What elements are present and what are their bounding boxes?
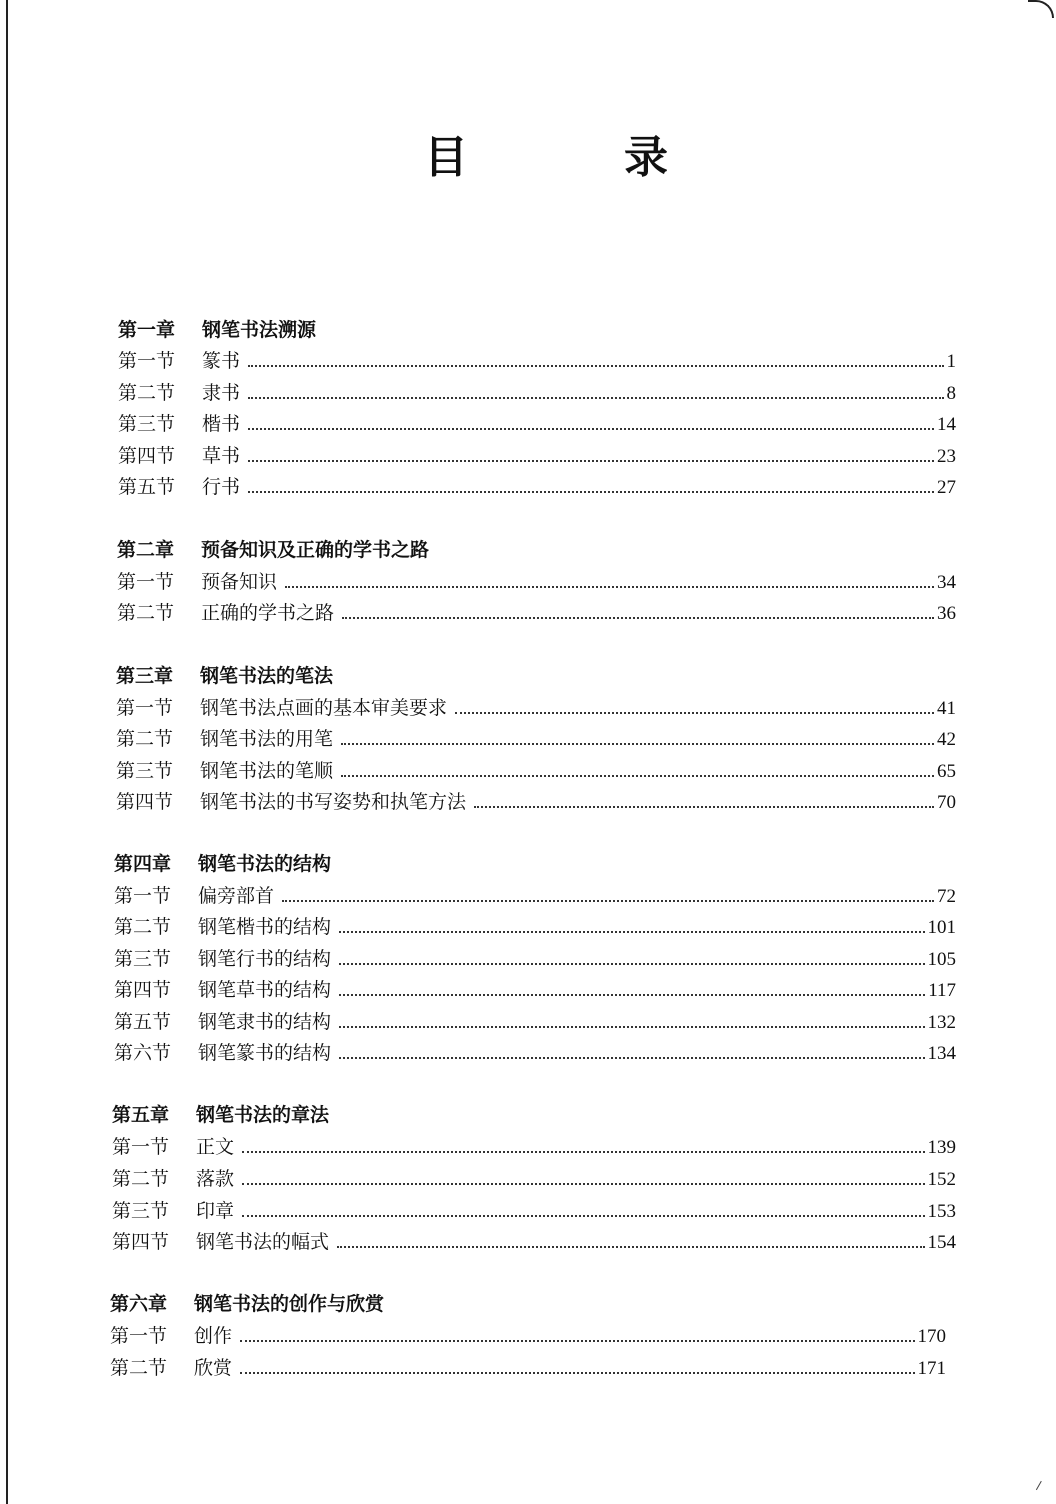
toc-entry[interactable] bbox=[114, 1008, 956, 1036]
page-number: 1 bbox=[946, 351, 956, 372]
page-number: 152 bbox=[927, 1169, 956, 1190]
page-number: 14 bbox=[937, 414, 956, 435]
page-number: 34 bbox=[937, 572, 956, 593]
toc-entry[interactable] bbox=[112, 1133, 956, 1161]
page-number: 23 bbox=[937, 446, 956, 467]
chapter-heading[interactable] bbox=[114, 850, 331, 878]
chapter-title: 钢笔书法的笔法 bbox=[200, 665, 334, 687]
dot-leader bbox=[248, 410, 936, 438]
page-number: 134 bbox=[927, 1043, 956, 1064]
page-number: 117 bbox=[928, 980, 956, 1001]
dot-leader bbox=[341, 757, 936, 785]
dot-leader bbox=[248, 442, 936, 470]
toc-entry[interactable] bbox=[114, 882, 956, 910]
chapter-number: 第一章 bbox=[118, 319, 176, 341]
page-number: 27 bbox=[937, 477, 956, 498]
corner-mark bbox=[1027, 1476, 1042, 1490]
corner-mark bbox=[1028, 0, 1054, 18]
section-number: 第五节 bbox=[114, 1011, 172, 1033]
section-number: 第三节 bbox=[116, 760, 174, 782]
toc-entry[interactable] bbox=[112, 1165, 956, 1193]
section-title: 草书 bbox=[202, 445, 241, 467]
section-number: 第四节 bbox=[112, 1231, 170, 1253]
dot-leader bbox=[339, 913, 926, 941]
page-number: 101 bbox=[927, 917, 956, 938]
section-number: 第四节 bbox=[114, 979, 172, 1001]
section-number: 第四节 bbox=[118, 445, 176, 467]
toc-entry[interactable] bbox=[112, 1197, 956, 1225]
section-number: 第一节 bbox=[112, 1136, 170, 1158]
section-title: 钢笔篆书的结构 bbox=[198, 1042, 332, 1064]
page-edge bbox=[6, 0, 8, 1504]
dot-leader bbox=[339, 1008, 926, 1036]
toc-entry[interactable] bbox=[116, 757, 956, 785]
chapter-number: 第二章 bbox=[117, 539, 175, 561]
toc-entry[interactable] bbox=[116, 788, 956, 816]
toc-entry[interactable] bbox=[114, 945, 956, 973]
section-number: 第二节 bbox=[112, 1168, 170, 1190]
dot-leader bbox=[342, 599, 936, 627]
section-title: 钢笔书法的用笔 bbox=[200, 728, 334, 750]
section-title: 正确的学书之路 bbox=[201, 602, 335, 624]
toc-entry[interactable] bbox=[110, 1322, 946, 1350]
dot-leader bbox=[240, 1322, 916, 1350]
chapter-number: 第六章 bbox=[110, 1293, 168, 1315]
section-number: 第一节 bbox=[114, 885, 172, 907]
page-number: 41 bbox=[937, 698, 956, 719]
page-number: 132 bbox=[927, 1012, 956, 1033]
section-number: 第二节 bbox=[116, 728, 174, 750]
section-title: 钢笔草书的结构 bbox=[198, 979, 332, 1001]
section-title: 钢笔楷书的结构 bbox=[198, 916, 332, 938]
section-number: 第六节 bbox=[114, 1042, 172, 1064]
dot-leader bbox=[240, 1354, 916, 1382]
section-number: 第二节 bbox=[117, 602, 175, 624]
dot-leader bbox=[339, 976, 927, 1004]
toc-entry[interactable] bbox=[116, 725, 956, 753]
toc-entry[interactable] bbox=[117, 568, 956, 596]
dot-leader bbox=[248, 347, 945, 375]
chapter-number: 第五章 bbox=[112, 1104, 170, 1126]
section-number: 第四节 bbox=[116, 791, 174, 813]
page-number: 170 bbox=[917, 1326, 946, 1347]
page-number: 105 bbox=[927, 949, 956, 970]
dot-leader bbox=[282, 882, 936, 910]
toc-entry[interactable] bbox=[116, 694, 956, 722]
page-number: 36 bbox=[937, 603, 956, 624]
section-title: 正文 bbox=[196, 1136, 235, 1158]
section-title: 欣赏 bbox=[194, 1357, 233, 1379]
chapter-number: 第三章 bbox=[116, 665, 174, 687]
chapter-heading[interactable] bbox=[110, 1290, 384, 1318]
page-number: 70 bbox=[937, 792, 956, 813]
dot-leader bbox=[339, 945, 926, 973]
section-number: 第一节 bbox=[116, 697, 174, 719]
toc-entry[interactable] bbox=[114, 976, 956, 1004]
section-number: 第三节 bbox=[118, 413, 176, 435]
section-number: 第三节 bbox=[114, 948, 172, 970]
section-title: 楷书 bbox=[202, 413, 241, 435]
chapter-title: 钢笔书法溯源 bbox=[202, 319, 317, 341]
chapter-heading[interactable] bbox=[118, 316, 316, 344]
toc-entry[interactable] bbox=[112, 1228, 956, 1256]
section-title: 钢笔书法的幅式 bbox=[196, 1231, 330, 1253]
section-title: 钢笔行书的结构 bbox=[198, 948, 332, 970]
chapter-heading[interactable] bbox=[112, 1101, 329, 1129]
chapter-title: 钢笔书法的创作与欣赏 bbox=[194, 1293, 385, 1315]
section-number: 第二节 bbox=[110, 1357, 168, 1379]
section-title: 偏旁部首 bbox=[198, 885, 275, 907]
toc-entry[interactable] bbox=[114, 1039, 956, 1067]
section-title: 行书 bbox=[202, 476, 241, 498]
dot-leader bbox=[248, 473, 936, 501]
toc-entry[interactable] bbox=[118, 473, 956, 501]
page-title bbox=[0, 128, 1056, 188]
toc-entry[interactable] bbox=[118, 410, 956, 438]
dot-leader bbox=[248, 379, 945, 407]
page-number: 42 bbox=[937, 729, 956, 750]
page-title-char: 录 bbox=[624, 132, 668, 183]
section-title: 预备知识 bbox=[201, 571, 278, 593]
section-title: 篆书 bbox=[202, 350, 241, 372]
page-number: 139 bbox=[927, 1137, 956, 1158]
dot-leader bbox=[337, 1228, 926, 1256]
section-title: 钢笔书法的书写姿势和执笔方法 bbox=[200, 791, 467, 813]
toc-entry[interactable] bbox=[118, 442, 956, 470]
page-number: 171 bbox=[917, 1358, 946, 1379]
page-number: 153 bbox=[927, 1201, 956, 1222]
section-number: 第一节 bbox=[118, 350, 176, 372]
toc-entry[interactable] bbox=[118, 379, 956, 407]
section-number: 第五节 bbox=[118, 476, 176, 498]
dot-leader bbox=[242, 1197, 926, 1225]
chapter-heading[interactable] bbox=[117, 536, 429, 564]
section-number: 第三节 bbox=[112, 1200, 170, 1222]
page-number: 8 bbox=[946, 383, 956, 404]
dot-leader bbox=[455, 694, 936, 722]
page-number: 72 bbox=[937, 886, 956, 907]
chapter-title: 预备知识及正确的学书之路 bbox=[201, 539, 430, 561]
chapter-title: 钢笔书法的结构 bbox=[198, 853, 332, 875]
section-title: 钢笔隶书的结构 bbox=[198, 1011, 332, 1033]
dot-leader bbox=[339, 1039, 926, 1067]
section-title: 落款 bbox=[196, 1168, 235, 1190]
section-title: 钢笔书法的笔顺 bbox=[200, 760, 334, 782]
page-number: 65 bbox=[937, 761, 956, 782]
dot-leader bbox=[341, 725, 936, 753]
toc-entry[interactable] bbox=[114, 913, 956, 941]
chapter-title: 钢笔书法的章法 bbox=[196, 1104, 330, 1126]
page-number: 154 bbox=[927, 1232, 956, 1253]
toc-entry[interactable] bbox=[110, 1354, 946, 1382]
toc-entry[interactable] bbox=[118, 347, 956, 375]
dot-leader bbox=[242, 1133, 926, 1161]
section-title: 创作 bbox=[194, 1325, 233, 1347]
dot-leader bbox=[474, 788, 936, 816]
section-number: 第二节 bbox=[118, 382, 176, 404]
section-title: 印章 bbox=[196, 1200, 235, 1222]
dot-leader bbox=[285, 568, 936, 596]
section-number: 第一节 bbox=[117, 571, 175, 593]
section-title: 钢笔书法点画的基本审美要求 bbox=[200, 697, 448, 719]
page-title-char: 目 bbox=[424, 132, 468, 183]
toc-entry[interactable] bbox=[117, 599, 956, 627]
chapter-number: 第四章 bbox=[114, 853, 172, 875]
chapter-heading[interactable] bbox=[116, 662, 333, 690]
dot-leader bbox=[242, 1165, 926, 1193]
section-number: 第二节 bbox=[114, 916, 172, 938]
section-number: 第一节 bbox=[110, 1325, 168, 1347]
section-title: 隶书 bbox=[202, 382, 241, 404]
